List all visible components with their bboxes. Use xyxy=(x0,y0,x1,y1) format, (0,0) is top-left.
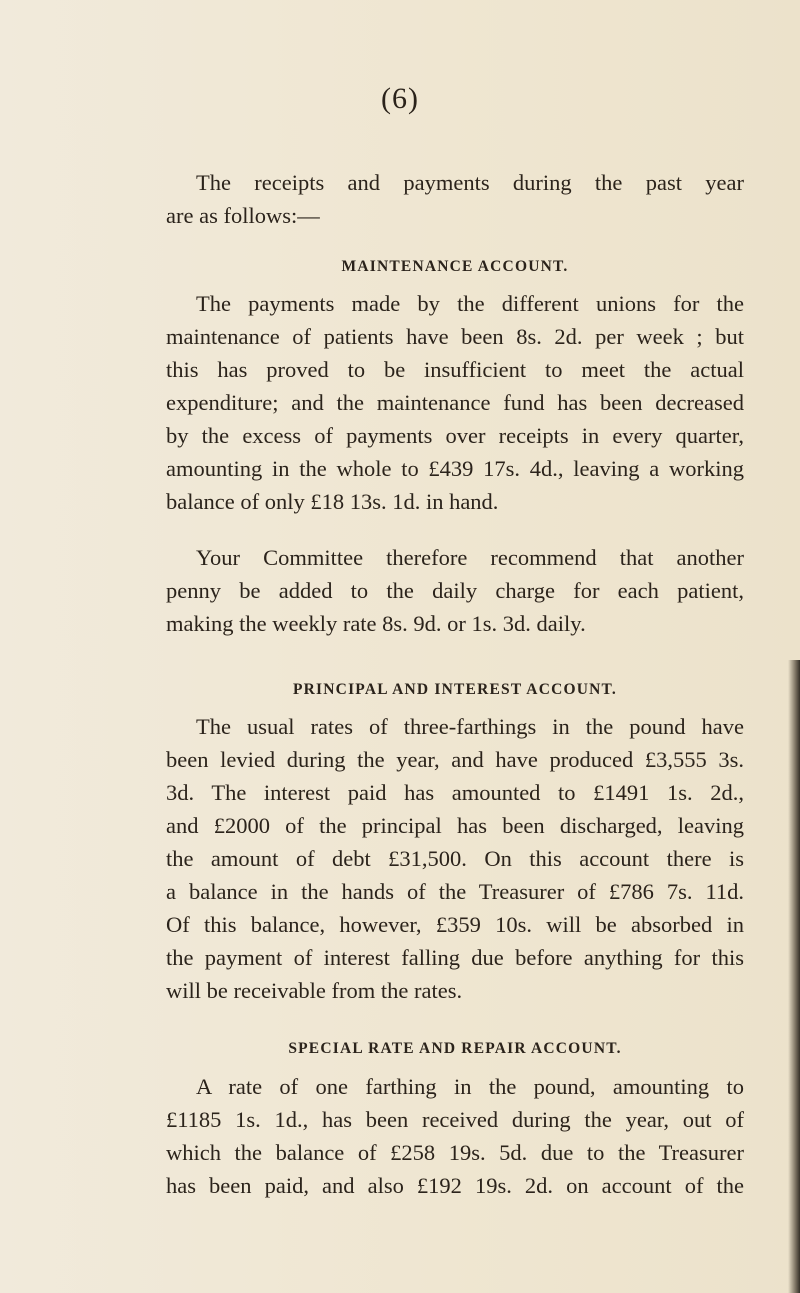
principal-heading: PRINCIPAL AND INTEREST ACCOUNT. xyxy=(292,681,617,698)
text-line: Of this balance, however, £359 10s. will be absorbed in xyxy=(166,912,744,937)
text-line: Your Committee therefore recommend that another xyxy=(196,545,744,570)
text-line: 3d. The interest paid has amounted to £1491 1s. 2d., xyxy=(166,780,744,805)
special-heading: SPECIAL RATE AND REPAIR ACCOUNT. xyxy=(288,1040,622,1057)
text-line: will be receivable from the rates. xyxy=(166,978,463,1003)
text-line: maintenance of patients have been 8s. 2d. per week ; but xyxy=(166,324,744,349)
text-line: has been paid, and also £192 19s. 2d. on account of the xyxy=(166,1173,744,1198)
text-line: which the balance of £258 19s. 5d. due to the Treasurer xyxy=(166,1140,744,1165)
text-line: a balance in the hands of the Treasurer of £786 7s. 11d. xyxy=(166,879,744,904)
text-line: this has proved to be insufficient to meet the actual xyxy=(166,357,744,382)
text-line: the amount of debt £31,500. On this account there is xyxy=(166,846,744,871)
maintenance-heading: MAINTENANCE ACCOUNT. xyxy=(341,258,569,275)
text-line: the payment of interest falling due before anything for this xyxy=(166,945,744,970)
text-line: A rate of one farthing in the pound, amounting to xyxy=(196,1074,744,1099)
principal-paragraph xyxy=(166,710,744,1007)
maintenance-paragraph-1 xyxy=(166,287,744,518)
text-line: The payments made by the different unions for the xyxy=(196,291,744,316)
text-line: making the weekly rate 8s. 9d. or 1s. 3d. daily. xyxy=(166,611,586,636)
page-edge-shadow xyxy=(788,660,800,1293)
text-line: penny be added to the daily charge for each patient, xyxy=(166,578,744,603)
maintenance-paragraph-2 xyxy=(166,541,744,640)
intro-line: The receipts and payments during the past year xyxy=(196,170,744,195)
text-line: £1185 1s. 1d., has been received during the year, out of xyxy=(166,1107,744,1132)
text-line: expenditure; and the maintenance fund has been decreased xyxy=(166,390,744,415)
text-line: amounting in the whole to £439 17s. 4d., leaving a working xyxy=(166,456,744,481)
text-line: by the excess of payments over receipts in every quarter, xyxy=(166,423,744,448)
text-line: been levied during the year, and have produced £3,555 3s. xyxy=(166,747,744,772)
intro-paragraph xyxy=(166,166,744,232)
text-line: The usual rates of three-farthings in the pound have xyxy=(196,714,744,739)
intro-line: are as follows:— xyxy=(166,203,320,228)
special-paragraph xyxy=(166,1070,744,1202)
page-number: (6) xyxy=(381,82,419,115)
text-line: and £2000 of the principal has been discharged, leaving xyxy=(166,813,744,838)
text-line: balance of only £18 13s. 1d. in hand. xyxy=(166,489,499,514)
